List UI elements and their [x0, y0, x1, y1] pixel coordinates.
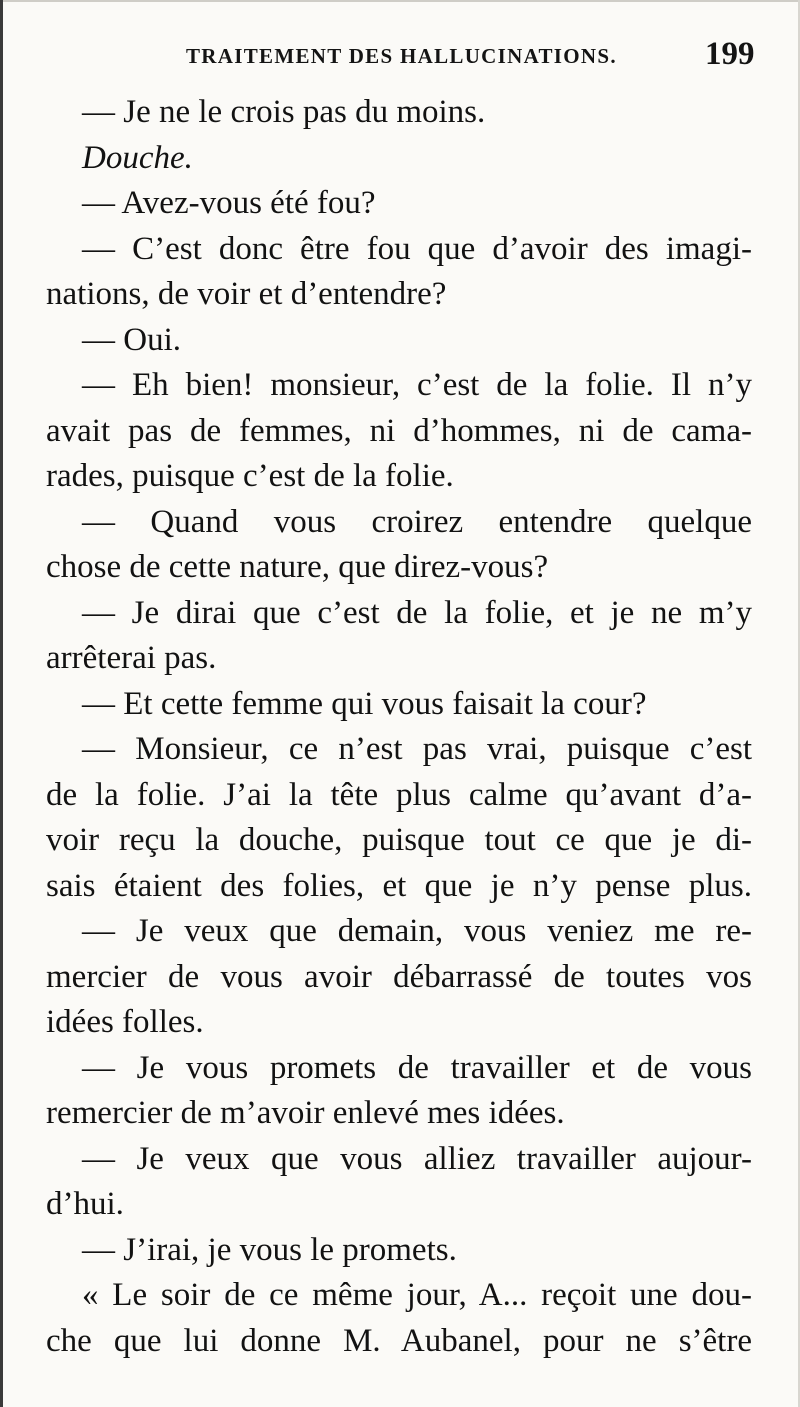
text-line: — Et cette femme qui vous faisait la cour? [82, 685, 647, 722]
text-line: rades, puisque c’est de la folie. [46, 458, 454, 494]
text-line: d’hui. [46, 1186, 124, 1222]
running-head: TRAITEMENT DES HALLUCINATIONS. [186, 44, 617, 68]
text-line: idées folles. [46, 1004, 204, 1040]
text-line: arrêterai pas. [46, 640, 217, 676]
text-line: — Je ne le crois pas du moins. [82, 94, 486, 130]
text-line: — Eh bien! monsieur, c’est de la folie. Il n’y [82, 367, 752, 403]
page-header [0, 36, 800, 76]
text-line: « Le soir de ce même jour, A... reçoit une dou- [82, 1277, 752, 1313]
text-line: sais étaient des folies, et que je n’y pense plus. [46, 867, 752, 904]
text-line: — Avez-vous été fou? [82, 185, 376, 221]
page-top-edge [0, 0, 800, 2]
text-line: — Je dirai que c’est de la folie, et je ne m’y [82, 594, 752, 631]
text-line: voir reçu la douche, puisque tout ce que je di- [46, 822, 752, 858]
text-line: — Quand vous croirez entendre quelque [82, 503, 752, 540]
text-line: — Oui. [82, 321, 181, 358]
text-line: nations, de voir et d’entendre? [46, 276, 447, 312]
text-line: avait pas de femmes, ni d’hommes, ni de cama- [46, 412, 752, 449]
text-line: — Je vous promets de travailler et de vous [82, 1049, 752, 1086]
text-line: chose de cette nature, que direz-vous? [46, 549, 549, 585]
text-line: che que lui donne M. Aubanel, pour ne s’être [46, 1322, 752, 1359]
page-left-edge [0, 0, 3, 1407]
text-line: — J’irai, je vous le promets. [82, 1231, 457, 1268]
text-line: remercier de m’avoir enlevé mes idées. [46, 1095, 565, 1131]
text-line: de la folie. J’ai la tête plus calme qu’avant d’a- [46, 776, 752, 813]
page-number: 199 [705, 36, 755, 72]
text-line: — Je veux que vous alliez travailler aujour- [82, 1140, 752, 1177]
text-line: — Je veux que demain, vous veniez me re- [82, 913, 752, 949]
section-label-douche: Douche. [82, 139, 193, 176]
text-line: — Monsieur, ce n’est pas vrai, puisque c’est [82, 731, 752, 767]
text-line: mercier de vous avoir débarrassé de toutes vos [46, 958, 752, 995]
text-line: — C’est donc être fou que d’avoir des imagi- [82, 230, 752, 267]
body-text [46, 90, 752, 1364]
